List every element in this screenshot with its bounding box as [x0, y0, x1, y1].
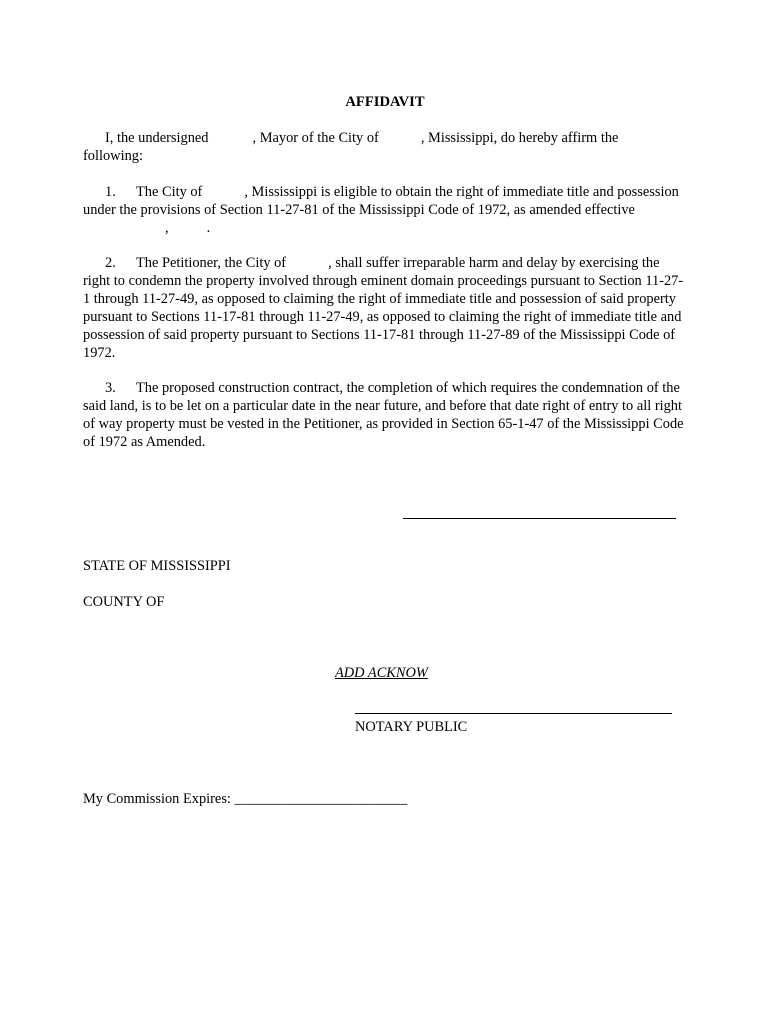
- item-2-number: 2.: [105, 255, 116, 271]
- item-3-text: The proposed construction contract, the completion of which requires the condemnation of the said land, is to be let on a particular date in the near future, and before that date right of entry to all right of way property must be vested in the Petitioner, as provided in Section 65-1-47 of the Mississippi Code of 1972 as Amended.: [83, 380, 684, 450]
- item-3-paragraph: [83, 379, 689, 451]
- item-1-text-3: ,: [165, 220, 169, 236]
- item-2-text-2: , shall suffer irreparable harm and delay by exercising the right to condemn the property involved through eminent domain proceedings pursuant to Section 11-27-1 through 11-27-49, as opposed to claiming the right of immediate title and possession of said property pursuant to Sections 11-17-81 through 11-27-49, as opposed to claiming the right of immediate title and possession of said property pursuant to Sections 11-17-81 through 11-27-89 of the Mississippi Code of 1972.: [83, 255, 684, 361]
- intro-text-1: I, the undersigned: [105, 130, 209, 146]
- state-label: STATE OF MISSISSIPPI: [83, 558, 231, 574]
- notary-label: NOTARY PUBLIC: [355, 719, 468, 735]
- item-3-number: 3.: [105, 380, 116, 396]
- intro-text-4: following:: [83, 148, 143, 164]
- item-2-text-1: The Petitioner, the City of: [136, 255, 287, 271]
- item-1-paragraph: [83, 183, 689, 237]
- commission-expires: My Commission Expires: ________________________: [83, 791, 408, 807]
- intro-paragraph: [83, 129, 689, 165]
- item-1-text-1: The City of: [136, 184, 203, 200]
- county-label: COUNTY OF: [83, 594, 165, 610]
- item-2-paragraph: [83, 254, 689, 362]
- item-1-text-4: .: [206, 220, 211, 236]
- document-title: AFFIDAVIT: [345, 94, 425, 110]
- intro-text-2: , Mayor of the City of: [252, 130, 379, 146]
- notary-signature-line: [355, 713, 672, 714]
- intro-text-3: , Mississippi, do hereby affirm the: [420, 130, 619, 146]
- signature-line: [403, 518, 676, 519]
- item-1-number: 1.: [105, 184, 116, 200]
- item-1-text-2: , Mississippi is eligible to obtain the right of immediate title and possession under the provisions of Section 11-27-81 of the Mississippi Code of 1972, as amended effective: [83, 184, 679, 218]
- acknowledgment-placeholder: ADD ACKNOW: [335, 665, 428, 681]
